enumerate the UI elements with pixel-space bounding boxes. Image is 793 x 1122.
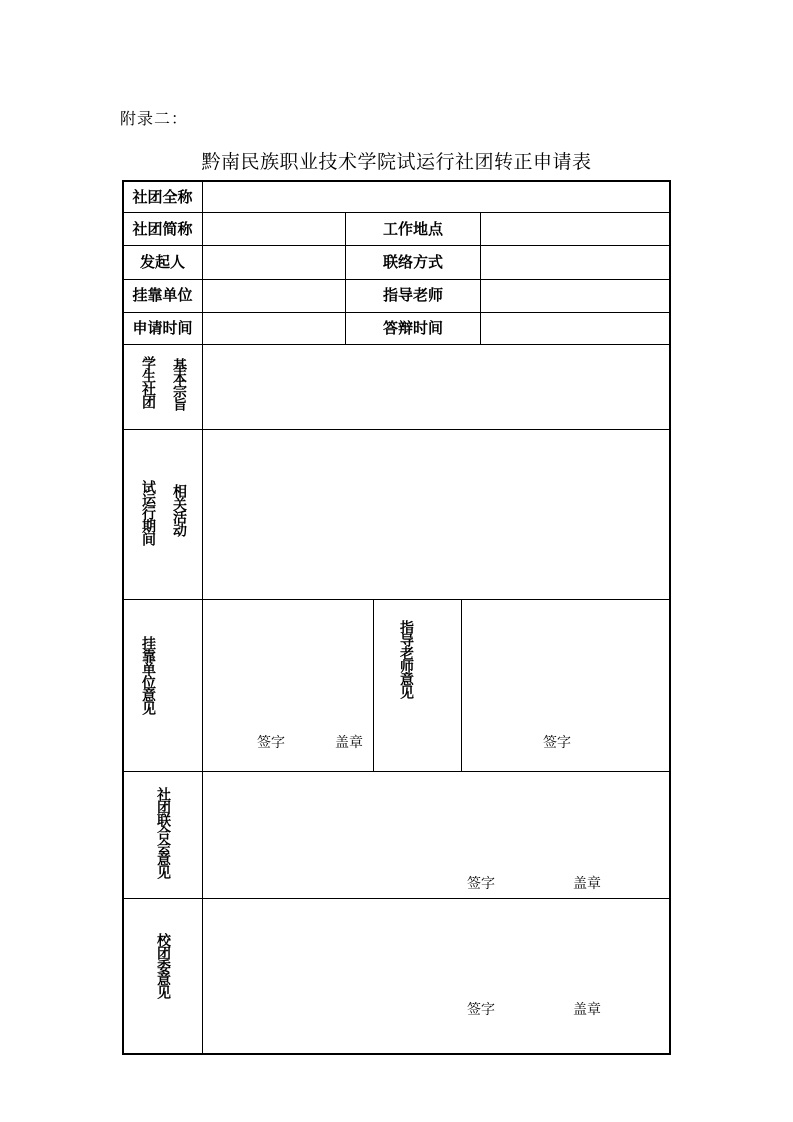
label-contact: 联络方式: [382, 253, 443, 271]
row-divider: [123, 599, 670, 600]
row-divider: [123, 429, 670, 430]
label-application-time: 申请时间: [132, 319, 193, 337]
column-divider: [202, 181, 203, 1054]
label-advisor-opinion: 指导老师意见: [398, 620, 414, 698]
advisor-sign-label: 签字: [543, 735, 571, 751]
label-student-society: 学生社团: [140, 356, 156, 408]
unit-sign-label: 签字: [257, 735, 285, 751]
column-divider: [373, 599, 374, 771]
label-affiliated-unit: 挂靠单位: [132, 286, 193, 304]
column-divider: [461, 599, 462, 771]
label-trial-period: 试运行期间: [140, 480, 156, 545]
label-basic-purpose: 基本宗旨: [171, 358, 187, 410]
form-title: 黔南民族职业技术学院试运行社团转正申请表: [201, 151, 592, 173]
league-seal-label: 盖章: [573, 1002, 601, 1018]
label-work-location: 工作地点: [382, 220, 443, 238]
unit-seal-label: 盖章: [335, 735, 363, 751]
label-related-activities: 相关活动: [171, 484, 187, 536]
label-advisor: 指导老师: [382, 286, 443, 304]
label-full-name: 社团全称: [132, 188, 193, 206]
league-sign-label: 签字: [467, 1002, 495, 1018]
column-divider: [480, 212, 481, 344]
label-defense-time: 答辩时间: [382, 319, 443, 337]
label-unit-opinion: 挂靠单位意见: [140, 636, 156, 714]
row-divider: [123, 344, 670, 345]
label-initiator: 发起人: [139, 253, 185, 271]
row-divider: [123, 771, 670, 772]
federation-sign-label: 签字: [467, 876, 495, 892]
appendix-label: 附录二：: [120, 109, 189, 128]
federation-seal-label: 盖章: [573, 876, 601, 892]
row-divider: [123, 898, 670, 899]
label-federation-opinion: 社团联合会意见: [155, 787, 171, 878]
label-youth-league-opinion: 校团委意见: [155, 933, 171, 998]
label-short-name: 社团简称: [132, 220, 193, 238]
